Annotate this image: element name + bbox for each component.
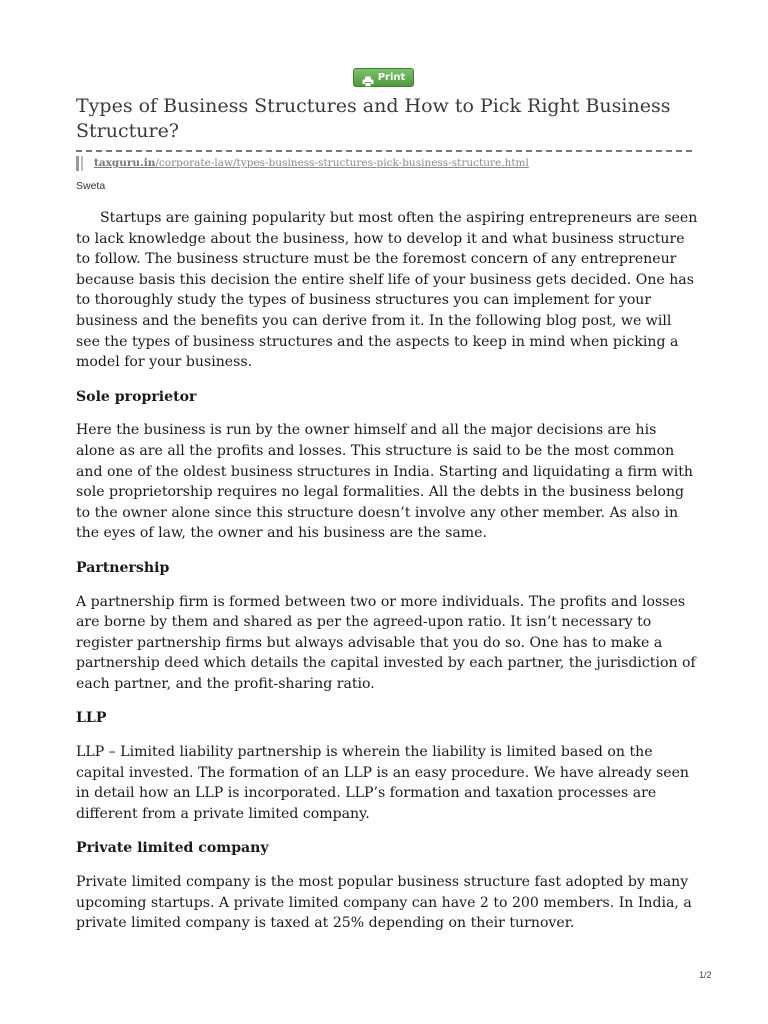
- source-bars-icon: [76, 156, 88, 171]
- section-paragraph: A partnership firm is formed between two or more individuals. The profits and losses are borne by them and shared as per the agreed-upon ratio. It isn’t necessary to register partnership firms but always advisable that you do so. One has to make a partnership deed which details the capital invested by each partner, the jurisdiction of each partner, and the profit-sharing ratio.: [76, 593, 696, 692]
- article-title: Types of Business Structures and How to Pick Right Business Structure?: [76, 95, 671, 142]
- section-paragraph: Here the business is run by the owner himself and all the major decisions are his alone as are all the profits and losses. This structure is said to be the most common and one of the oldest business structures in India. Starting and liquidating a firm with sole proprietorship requires no legal formalities. All the debts in the business belong to the owner alone since this structure doesn’t involve any other member. As also in the eyes of law, the owner and his business are the same.: [76, 422, 693, 542]
- section-paragraph: LLP – Limited liability partnership is wherein the liability is limited based on the capital invested. The formation of an LLP is an easy procedure. We have already seen in detail how an LLP is incorporated. LLP’s formation and taxation processes are different from a private limited company.: [76, 744, 690, 822]
- source-domain[interactable]: taxguru.in: [94, 157, 156, 169]
- section-heading: Sole proprietor: [76, 388, 197, 405]
- print-button-label: Print: [377, 72, 406, 83]
- intro-paragraph: Startups are gaining popularity but most often the aspiring entrepreneurs are seen to lack knowledge about the business, how to develop it and what business structure to follow. The business structure must be the foremost concern of any entrepreneur because basis this decision the entire shelf life of your business gets decided. One has to thoroughly study the types of business structures you can implement for your business and the benefits you can derive from it. In the following blog post, we will see the types of business structures and the aspects to keep in mind when picking a model for your business.: [76, 210, 698, 371]
- title-divider: [76, 150, 692, 152]
- section-paragraph: Private limited company is the most popular business structure fast adopted by many upcoming startups. A private limited company can have 2 to 200 members. In India, a private limited company is taxed at 25% depending on their turnover.: [76, 874, 692, 932]
- article-body: [76, 208, 698, 948]
- section-heading: Private limited company: [76, 840, 269, 857]
- printer-icon: [362, 72, 374, 83]
- page-number: 1/2: [699, 970, 712, 980]
- source-path[interactable]: /corporate-law/types-business-structures-pick-business-structure.html: [155, 157, 529, 169]
- source-link[interactable]: [76, 155, 529, 171]
- section-heading: Partnership: [76, 559, 170, 576]
- section-heading: LLP: [76, 710, 107, 727]
- author-name: Sweta: [76, 180, 106, 192]
- print-button[interactable]: [353, 68, 414, 87]
